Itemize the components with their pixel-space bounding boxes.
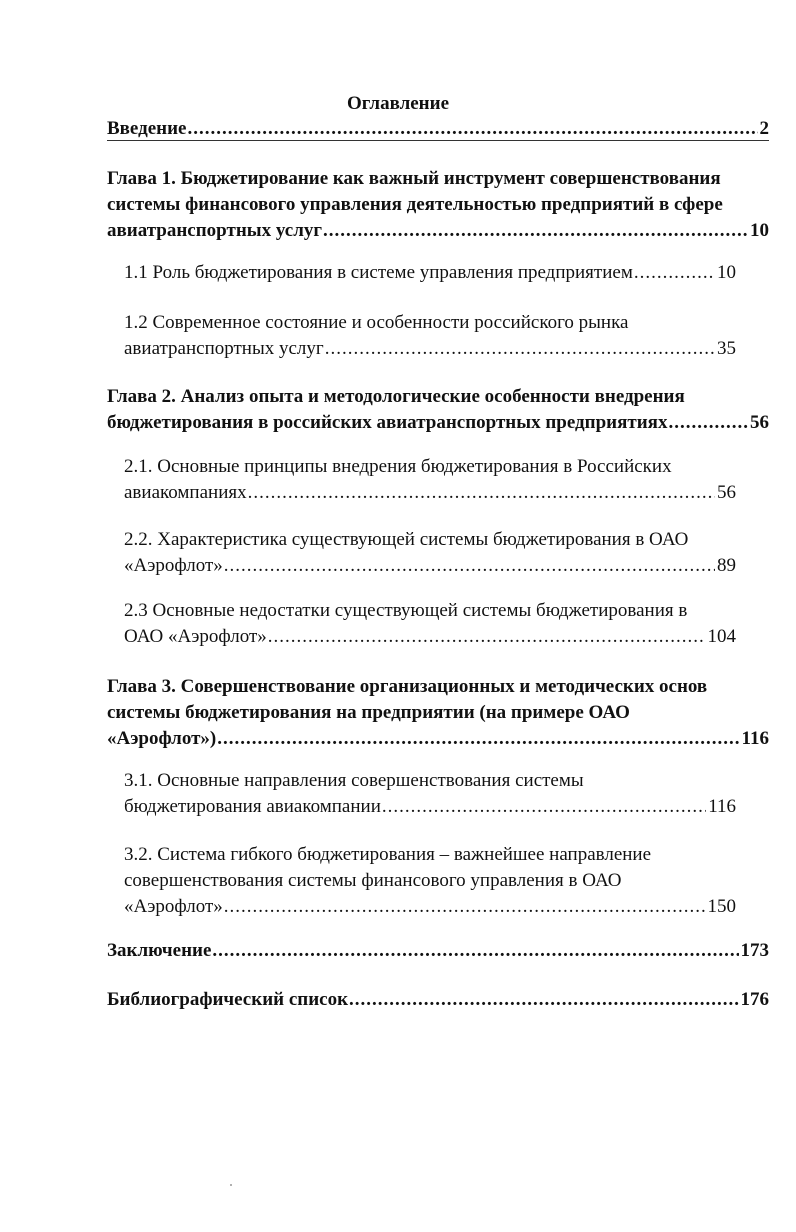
dot-leader: [188, 116, 758, 142]
toc-entry-line: 3.2. Система гибкого бюджетирования – важнейшее направление: [124, 844, 652, 865]
toc-entry-label: Заключение: [107, 940, 212, 961]
toc-entry-section-3-1[interactable]: [124, 768, 736, 820]
toc-entry-line: 2.1. Основные принципы внедрения бюджетирования в Российских: [124, 456, 672, 477]
toc-entry-line: Глава 2. Анализ опыта и методологические особенности внедрения: [107, 386, 685, 407]
page-title: Оглавление: [346, 93, 450, 114]
toc-entry-line: авиатранспортных услуг: [107, 220, 322, 241]
toc-entry-line: ОАО «Аэрофлот»: [124, 626, 267, 647]
toc-entry-bibliography[interactable]: [107, 987, 769, 1013]
toc-entry-line: системы бюджетирования на предприятии (на примере ОАО: [107, 702, 630, 723]
toc-page-number: 89: [717, 555, 736, 576]
toc-entry-line: 2.3 Основные недостатки существующей системы бюджетирования в: [124, 600, 688, 621]
divider: [107, 140, 769, 141]
toc-entry-line: Глава 3. Совершенствование организационных и методических основ: [107, 676, 708, 697]
toc-entry-line: 2.2. Характеристика существующей системы бюджетирования в ОАО: [124, 529, 689, 550]
toc-entry-line: авиакомпаниях: [124, 482, 247, 503]
dot-leader: [634, 260, 715, 286]
toc-page-number: 56: [750, 412, 769, 433]
dot-leader: [349, 987, 738, 1013]
toc-page-number: 150: [707, 896, 736, 917]
toc-entry-section-1-1[interactable]: [124, 260, 736, 286]
dot-leader: [668, 410, 748, 436]
toc-entry-line: бюджетирования в российских авиатранспортных предприятиях: [107, 412, 668, 433]
toc-entry-line: 1.2 Современное состояние и особенности российского рынка: [124, 312, 629, 333]
toc-entry-intro[interactable]: [107, 116, 769, 142]
dot-leader: [217, 726, 739, 752]
toc-page-number: 35: [717, 338, 736, 359]
toc-entry-line: авиатранспортных услуг: [124, 338, 324, 359]
toc-entry-section-3-2[interactable]: [124, 842, 736, 920]
dot-leader: [268, 624, 706, 650]
dot-leader: [212, 938, 738, 964]
toc-entry-line: системы финансового управления деятельностью предприятий в сфере: [107, 194, 723, 215]
dot-leader: [325, 336, 715, 362]
toc-page-number: 116: [708, 796, 736, 817]
toc-entry-chapter-2[interactable]: [107, 384, 769, 436]
scan-speck: [230, 1184, 232, 1186]
toc-entry-section-2-1[interactable]: [124, 454, 736, 506]
toc-entry-line: совершенствования системы финансового управления в ОАО: [124, 870, 622, 891]
toc-page-number: 173: [740, 940, 769, 961]
dot-leader: [224, 553, 715, 579]
toc-entry-line: 1.1 Роль бюджетирования в системе управления предприятием: [124, 262, 633, 283]
toc-page-number: 176: [740, 989, 769, 1010]
toc-entry-section-1-2[interactable]: [124, 310, 736, 362]
toc-entry-line: Глава 1. Бюджетирование как важный инструмент совершенствования: [107, 168, 721, 189]
toc-entry-label: Введение: [107, 118, 187, 139]
toc-page-number: 56: [717, 482, 736, 503]
toc-entry-section-2-3[interactable]: [124, 598, 736, 650]
toc-entry-chapter-1[interactable]: [107, 166, 769, 244]
toc-page-number: 10: [717, 262, 736, 283]
dot-leader: [224, 894, 706, 920]
toc-entry-line: бюджетирования авиакомпании: [124, 796, 381, 817]
dot-leader: [248, 480, 715, 506]
toc-entry-chapter-3[interactable]: [107, 674, 769, 752]
toc-entry-section-2-2[interactable]: [124, 527, 736, 579]
toc-page-number: 10: [750, 220, 769, 241]
toc-entry-label: Библиографический список: [107, 989, 349, 1010]
toc-entry-line: «Аэрофлот»: [124, 896, 223, 917]
toc-entry-line: «Аэрофлот»: [124, 555, 223, 576]
toc-entry-line: 3.1. Основные направления совершенствования системы: [124, 770, 584, 791]
toc-page-number: 104: [707, 626, 736, 647]
dot-leader: [323, 218, 748, 244]
toc-page-number: 2: [759, 118, 769, 139]
toc-page-number: 116: [741, 728, 769, 749]
dot-leader: [382, 794, 706, 820]
toc-entry-conclusion[interactable]: [107, 938, 769, 964]
toc-entry-line: «Аэрофлот»): [107, 728, 217, 749]
